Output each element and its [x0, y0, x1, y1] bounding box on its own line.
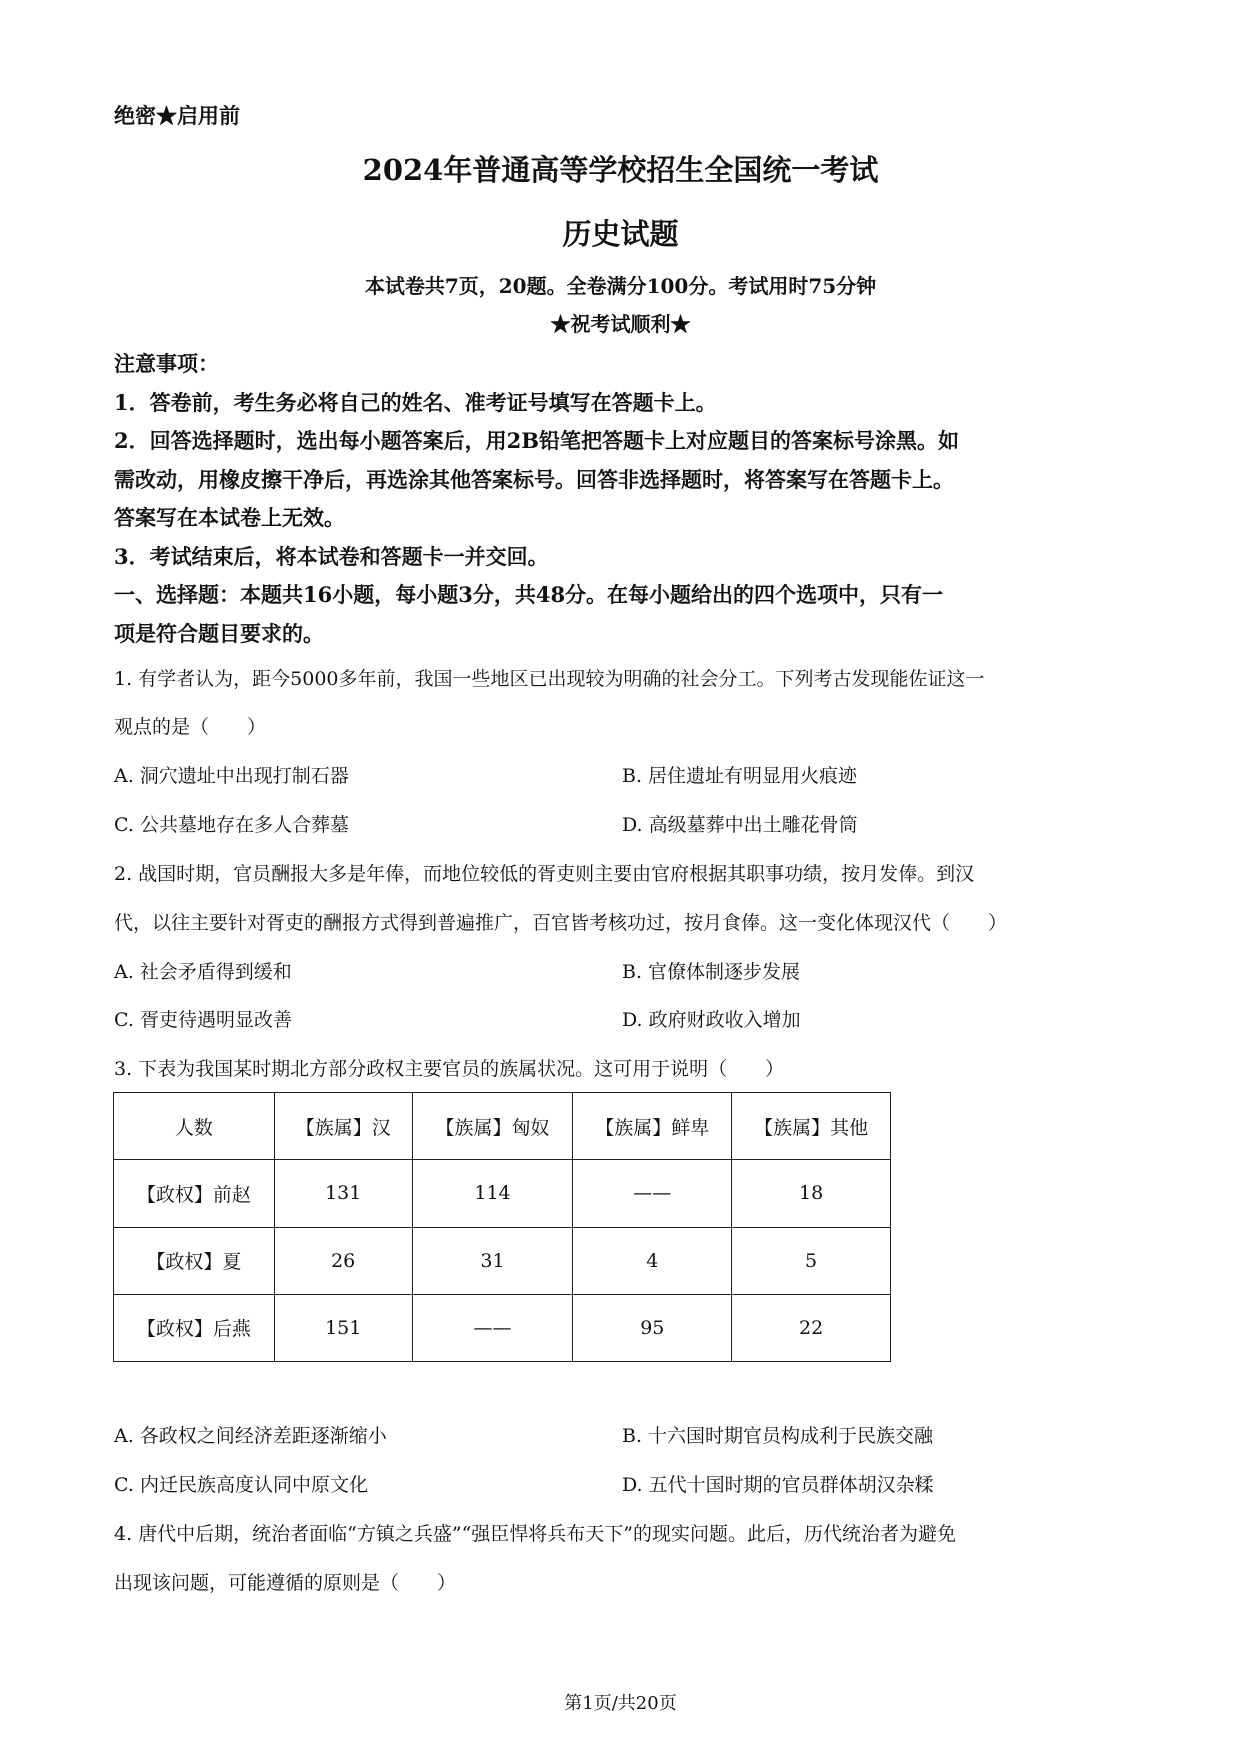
question-3-option-a: A. 各政权之间经济差距逐渐缩小	[114, 1425, 387, 1447]
table-header-row	[114, 1093, 891, 1160]
officials-ethnicity-table	[113, 1092, 891, 1362]
table-cell: ——	[412, 1294, 573, 1361]
question-1-option-a: A. 洞穴遗址中出现打制石器	[114, 765, 349, 787]
section-heading-line-2: 项是符合题目要求的。	[114, 620, 324, 646]
note-item-2-line-3: 答案写在本试卷上无效。	[114, 505, 345, 530]
question-2-option-c: C. 胥吏待遇明显改善	[114, 1009, 292, 1031]
question-3-option-d: D. 五代十国时期的官员群体胡汉杂糅	[622, 1474, 934, 1496]
table-cell: 【政权】夏	[114, 1227, 275, 1294]
note-item-3: 3．考试结束后，将本试卷和答题卡一并交回。	[114, 543, 549, 569]
confidential-label: 绝密★启用前	[114, 103, 240, 128]
table-cell: 151	[274, 1294, 412, 1361]
good-luck-line: ★祝考试顺利★	[550, 312, 691, 336]
table-header-cell: 【族属】匈奴	[412, 1093, 573, 1160]
table-cell: 5	[732, 1227, 891, 1294]
note-item-1: 1．答卷前，考生务必将自己的姓名、准考证号填写在答题卡上。	[114, 389, 717, 415]
question-2-line-1: 2. 战国时期，官员酬报大多是年俸，而地位较低的胥吏则主要由官府根据其职事功绩，按月发俸。到汉	[114, 863, 975, 885]
subject-title: 历史试题	[562, 217, 679, 251]
table-row	[114, 1227, 891, 1294]
question-4-line-2: 出现该问题，可能遵循的原则是（ ）	[114, 1572, 457, 1594]
question-2-option-b: B. 官僚体制逐步发展	[622, 961, 801, 983]
question-1-line-2: 观点的是（ ）	[114, 716, 267, 738]
question-2-option-d: D. 政府财政收入增加	[622, 1009, 801, 1031]
table-cell: 114	[412, 1160, 573, 1227]
table-cell: 26	[274, 1227, 412, 1294]
table-row	[114, 1294, 891, 1361]
question-1-line-1: 1. 有学者认为，距今5000多年前，我国一些地区已出现较为明确的社会分工。下列考古发现能佐证这一	[114, 668, 985, 690]
table-header-cell: 人数	[114, 1093, 275, 1160]
exam-title: 2024年普通高等学校招生全国统一考试	[362, 153, 879, 187]
table-row	[114, 1160, 891, 1227]
table-cell: 31	[412, 1227, 573, 1294]
table-cell: 【政权】后燕	[114, 1294, 275, 1361]
notes-heading: 注意事项：	[114, 351, 219, 376]
note-item-2-line-1: 2．回答选择题时，选出每小题答案后，用2B铅笔把答题卡上对应题目的答案标号涂黑。如	[114, 428, 959, 453]
table-cell: 131	[274, 1160, 412, 1227]
question-3-option-b: B. 十六国时期官员构成利于民族交融	[622, 1425, 934, 1447]
question-1-option-c: C. 公共墓地存在多人合葬墓	[114, 814, 349, 836]
table-cell: 18	[732, 1160, 891, 1227]
table-header-cell: 【族属】其他	[732, 1093, 891, 1160]
question-3-option-c: C. 内迁民族高度认同中原文化	[114, 1474, 368, 1496]
section-heading-line-1: 一、选择题：本题共16小题，每小题3分，共48分。在每小题给出的四个选项中，只有一	[114, 582, 944, 607]
page-number: 第1页/共20页	[564, 1693, 677, 1714]
note-item-2-line-2: 需改动，用橡皮擦干净后，再选涂其他答案标号。回答非选择题时，将答案写在答题卡上。	[114, 466, 954, 492]
table-header-cell: 【族属】鲜卑	[573, 1093, 732, 1160]
question-3-line-1: 3. 下表为我国某时期北方部分政权主要官员的族属状况。这可用于说明（ ）	[114, 1058, 785, 1080]
question-4-line-1: 4. 唐代中后期，统治者面临“方镇之兵盛”“强臣悍将兵布天下”的现实问题。此后，历代统治者为避免	[114, 1523, 957, 1545]
table-cell: 22	[732, 1294, 891, 1361]
table-cell: ——	[573, 1160, 732, 1227]
table-cell: 4	[573, 1227, 732, 1294]
question-2-line-2: 代，以往主要针对胥吏的酬报方式得到普遍推广，百官皆考核功过，按月食俸。这一变化体现汉代（ ）	[114, 912, 1008, 934]
table-header-cell: 【族属】汉	[274, 1093, 412, 1160]
notes-section	[114, 345, 1134, 653]
question-1-option-b: B. 居住遗址有明显用火痕迹	[622, 765, 858, 787]
question-1-option-d: D. 高级墓葬中出土雕花骨筒	[622, 814, 858, 836]
question-2-option-a: A. 社会矛盾得到缓和	[114, 961, 292, 983]
table-cell: 【政权】前赵	[114, 1160, 275, 1227]
table-cell: 95	[573, 1294, 732, 1361]
exam-info: 本试卷共7页，20题。全卷满分100分。考试用时75分钟	[364, 274, 877, 298]
